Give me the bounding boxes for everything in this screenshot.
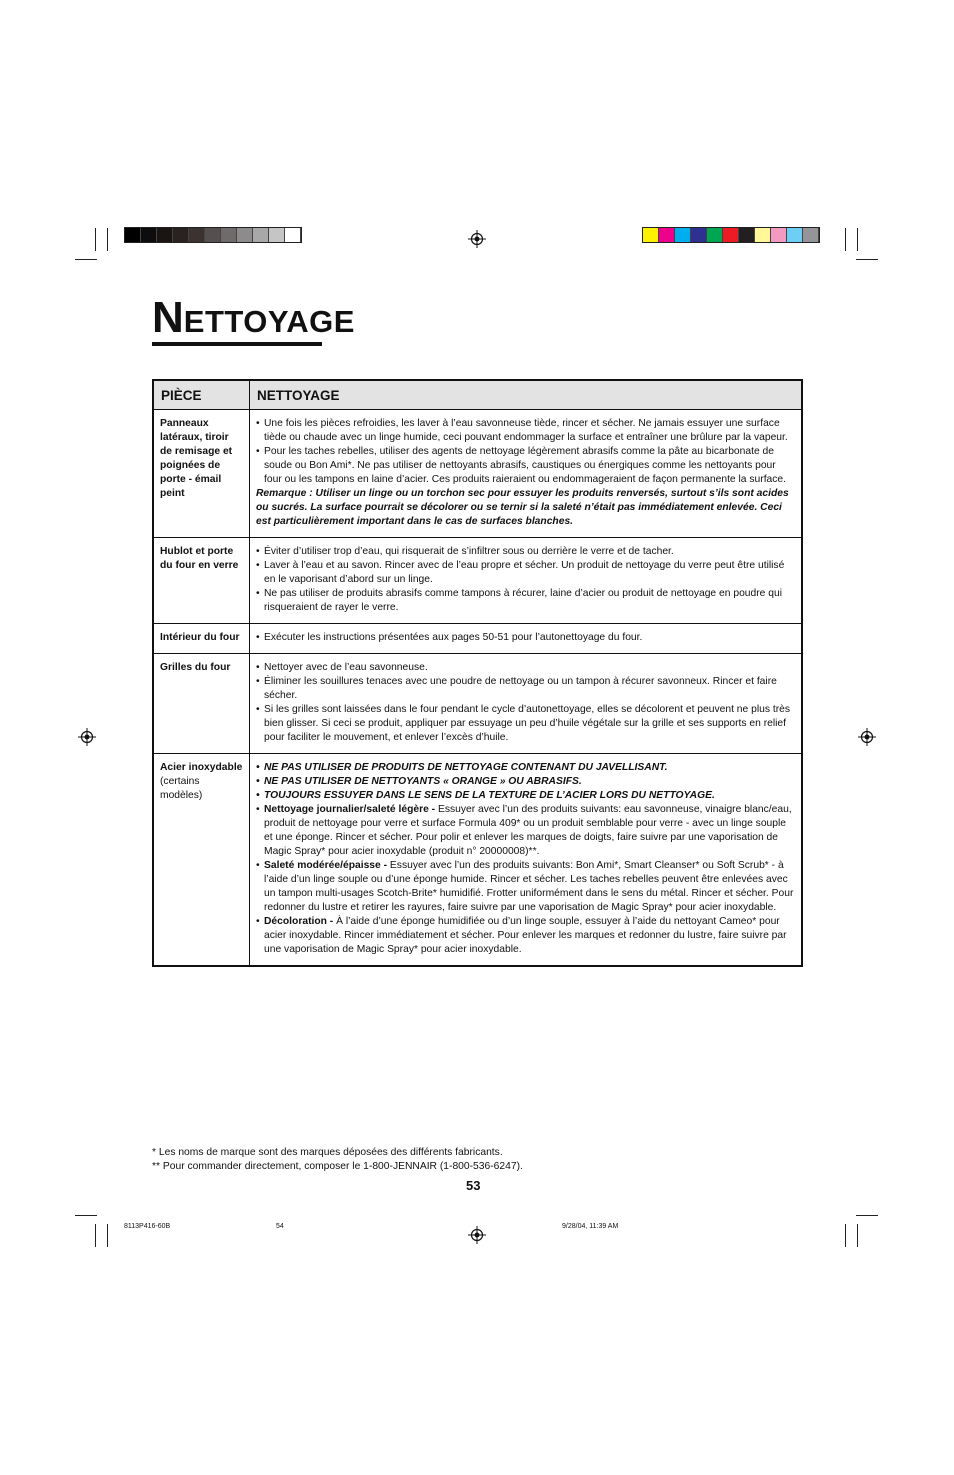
item-text: À l’aide d’une éponge humidifiée ou d’un linge souple, essuyer à l’aide du nettoyant Cameo* pour acier inoxydable. Rincer immédiatement et sécher. Pour enlever les marques et redonner du lustre, faire suivre par une vaporisation de Magic Spray* pour acier inoxydable. xyxy=(264,916,787,955)
gray-swatch xyxy=(173,228,189,242)
registration-target-icon xyxy=(468,1226,486,1244)
slug-timestamp: 9/28/04, 11:39 AM xyxy=(562,1223,619,1230)
piece-label: Acier inoxydable xyxy=(160,762,243,773)
item-text: Essuyer avec l’un des produits suivants: Bon Ami*, Smart Cleanser* ou Soft Scrub* - à l’aide d’un linge souple ou d’une éponge humide. Rincer et sécher. Les taches rebelles peuvent être enlevées avec un tampon multi-usages Scotch-Brite* humidifié. Frotter uniformément dans le sens du métal. Rincer et sécher. Pour redonner du lustre et retirer les rayures, faire suivre par une vaporisation de Magic Spray* pour acier inoxydable. xyxy=(264,860,794,913)
warning-item: • TOUJOURS ESSUYER DANS LE SENS DE LA TEXTURE DE L’ACIER LORS DU NETTOYAGE. xyxy=(256,789,795,803)
piece-label: Grilles du four xyxy=(160,662,231,673)
gray-swatch xyxy=(205,228,221,242)
footnote: ** Pour commander directement, composer le 1-800-JENNAIR (1-800-536-6247). xyxy=(152,1161,523,1172)
table-header-row xyxy=(153,380,802,410)
color-swatch xyxy=(739,228,755,242)
piece-cell xyxy=(153,410,250,538)
list-item: • Nettoyer avec de l’eau savonneuse. xyxy=(256,661,795,675)
piece-cell xyxy=(153,754,250,967)
piece-cell xyxy=(153,538,250,624)
registration-target-icon xyxy=(468,230,486,248)
gray-swatch xyxy=(125,228,141,242)
list-item: • Éviter d’utiliser trop d’eau, qui risquerait de s’infiltrer sous ou derrière le verre et de tacher. xyxy=(256,545,795,559)
item-text: Essuyer avec l’un des produits suivants: eau savonneuse, vinaigre blanc/eau, produit de nettoyage pour verre et surface Formula 409* ou un produit semblable pour verre - avec un linge souple et une éponge. Rincer et sécher. Pour polir et enlever les marques de doigts, faire suivre par une vaporisation de Magic Spray* pour acier inoxydable (produit n° 20000008)**. xyxy=(264,804,792,857)
table-row xyxy=(153,410,802,538)
gray-swatch xyxy=(237,228,253,242)
color-swatch xyxy=(723,228,739,242)
registration-target-icon xyxy=(78,728,96,746)
table-row xyxy=(153,654,802,754)
piece-label: Intérieur du four xyxy=(160,632,240,643)
slug-job-id: 8113P416-60B xyxy=(124,1223,171,1230)
gray-swatch xyxy=(157,228,173,242)
registration-target-icon xyxy=(858,728,876,746)
list-item: • Exécuter les instructions présentées aux pages 50-51 pour l’autonettoyage du four. xyxy=(256,631,795,645)
cleaning-cell xyxy=(250,654,803,754)
piece-label: Panneaux latéraux, tiroir de remisage et poignées de porte - émail peint xyxy=(160,418,233,499)
color-swatch xyxy=(643,228,659,242)
piece-cell xyxy=(153,654,250,754)
item-label: Décoloration - xyxy=(264,916,334,927)
gray-swatch xyxy=(189,228,205,242)
cleaning-cell xyxy=(250,754,803,967)
list-item: • Pour les taches rebelles, utiliser des agents de nettoyage légèrement abrasifs comme la pâte au bicarbonate de soude ou Bon Ami*. Ne pas utiliser de nettoyants abrasifs, caustiques ou énergiques comme les nettoyants pour four ou les tampons en laine d’acier. Ces produits raieraient ou endommageraient de façon permanente la surface. xyxy=(256,445,795,487)
table-row xyxy=(153,754,802,967)
page-title xyxy=(152,293,355,342)
color-swatch xyxy=(803,228,819,242)
gray-calibration-bar xyxy=(124,227,302,243)
gray-swatch xyxy=(253,228,269,242)
list-item: • Laver à l’eau et au savon. Rincer avec de l’eau propre et sécher. Un produit de nettoyage du verre peut être utilisé en le vaporisant d’abord sur un linge. xyxy=(256,559,795,587)
cleaning-table xyxy=(152,379,803,967)
color-calibration-bar xyxy=(642,227,820,243)
warning-item: • NE PAS UTILISER DE PRODUITS DE NETTOYAGE CONTENANT DU JAVELLISANT. xyxy=(256,761,795,775)
list-item xyxy=(256,859,795,915)
color-swatch xyxy=(707,228,723,242)
list-item: • Éliminer les souillures tenaces avec une poudre de nettoyage ou un tampon à récurer savonneux. Rincer et faire sécher. xyxy=(256,675,795,703)
header-piece: PIÈCE xyxy=(153,380,250,410)
title-underline xyxy=(152,342,322,346)
title-rest: ETTOYAGE xyxy=(183,304,355,339)
piece-label: Hublot et porte du four en verre xyxy=(160,546,239,571)
cleaning-cell xyxy=(250,624,803,654)
color-swatch xyxy=(675,228,691,242)
color-swatch xyxy=(691,228,707,242)
table-row xyxy=(153,624,802,654)
piece-cell xyxy=(153,624,250,654)
piece-sublabel: (certains modèles) xyxy=(160,776,203,801)
item-label: Nettoyage journalier/saleté légère - xyxy=(264,804,436,815)
warning-item: • NE PAS UTILISER DE NETTOYANTS « ORANGE » OU ABRASIFS. xyxy=(256,775,795,789)
gray-swatch xyxy=(221,228,237,242)
item-label: Saleté modérée/épaisse - xyxy=(264,860,388,871)
color-swatch xyxy=(771,228,787,242)
gray-swatch xyxy=(285,228,301,242)
slug-page: 54 xyxy=(276,1223,284,1230)
list-item: • Si les grilles sont laissées dans le four pendant le cycle d’autonettoyage, elles se décolorent et peuvent ne plus très bien glisser. Si ceci se produit, appliquer par essuyage un peu d’huile végétale sur la grille et ses supports en relief pour faciliter le mouvement, et enlever l’excès d’huile. xyxy=(256,703,795,745)
color-swatch xyxy=(787,228,803,242)
page-number: 53 xyxy=(466,1178,481,1193)
color-swatch xyxy=(659,228,675,242)
table-row xyxy=(153,538,802,624)
footnote: * Les noms de marque sont des marques déposées des différents fabricants. xyxy=(152,1147,503,1158)
list-item xyxy=(256,915,795,957)
title-initial: N xyxy=(152,293,184,342)
remark-text: Remarque : Utiliser un linge ou un torchon sec pour essuyer les produits renversés, surtout s’ils sont acides ou sucrés. La surface pourrait se décolorer ou se ternir si la saleté n’était pas immédiatement enlevée. Ceci est particulièrement important dans le cas de surfaces blanches. xyxy=(256,488,789,527)
gray-swatch xyxy=(269,228,285,242)
list-item xyxy=(256,803,795,859)
header-nettoyage: NETTOYAGE xyxy=(250,380,803,410)
list-item: • Une fois les pièces refroidies, les laver à l’eau savonneuse tiède, rincer et sécher. Ne jamais essuyer une surface tiède ou chaude avec un linge humide, ceci pouvant endommager la surface et entraîner une brûlure par la vapeur. xyxy=(256,417,795,445)
gray-swatch xyxy=(141,228,157,242)
cleaning-cell xyxy=(250,410,803,538)
color-swatch xyxy=(755,228,771,242)
list-item: • Ne pas utiliser de produits abrasifs comme tampons à récurer, laine d’acier ou produit de nettoyage en poudre qui risqueraient de rayer le verre. xyxy=(256,587,795,615)
cleaning-cell xyxy=(250,538,803,624)
